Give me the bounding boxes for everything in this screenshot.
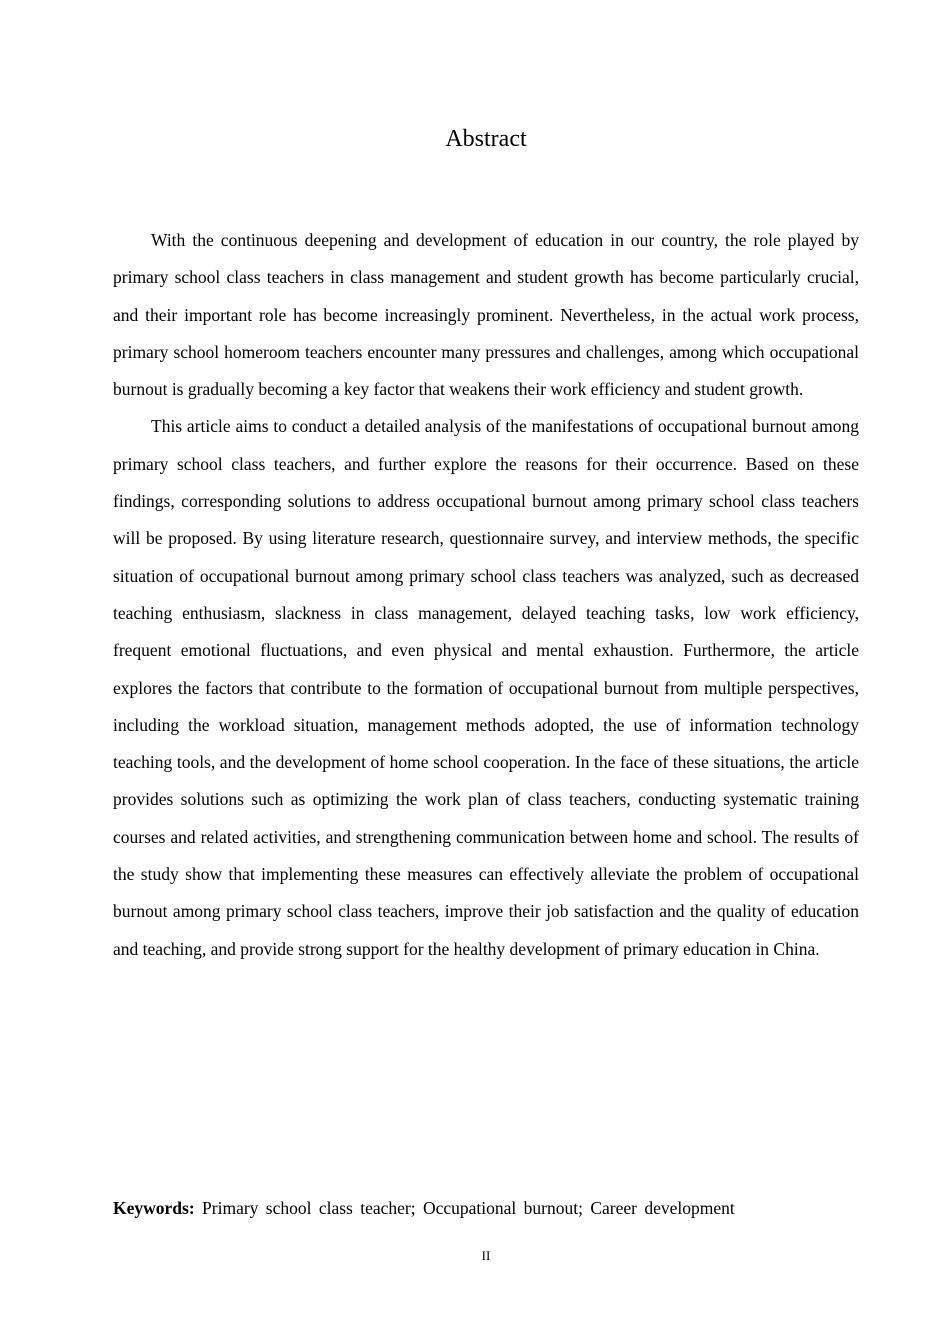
abstract-paragraph-2: This article aims to conduct a detailed analysis of the manifestations of occupational burnout among primary school class teachers, and further explore the reasons for their occurrence. Based on these findings, corresponding solutions to address occupational burnout among primary school class teachers will be proposed. By using literature research, questionnaire survey, and interview methods, the specific situation of occupational burnout among primary school class teachers was analyzed, such as decreased teaching enthusiasm, slackness in class management, delayed teaching tasks, low work efficiency, frequent emotional fluctuations, and even physical and mental exhaustion. Furthermore, the article explores the factors that contribute to the formation of occupational burnout from multiple perspectives, including the workload situation, management methods adopted, the use of information technology teaching tools, and the development of home school cooperation. In the face of these situations, the article provides solutions such as optimizing the work plan of class teachers, conducting systematic training courses and related activities, and strengthening communication between home and school. The results of the study show that implementing these measures can effectively alleviate the problem of occupational burnout among primary school class teachers, improve their job satisfaction and the quality of education and teaching, and provide strong support for the healthy development of primary education in China.: [113, 416, 859, 959]
abstract-paragraph-1: With the continuous deepening and development of education in our country, the role played by primary school class teachers in class management and student growth has become particularly crucial, and their important role has become increasingly prominent. Nevertheless, in the actual work process, primary school homeroom teachers encounter many pressures and challenges, among which occupational burnout is gradually becoming a key factor that weakens their work efficiency and student growth.: [113, 230, 859, 400]
keywords-list: Primary school class teacher; Occupational burnout; Career development: [202, 1198, 735, 1218]
abstract-title: Abstract: [445, 126, 527, 152]
abstract-body: [113, 222, 859, 968]
keywords-line: [113, 1192, 735, 1224]
page-number: II: [481, 1248, 491, 1263]
keywords-label: Keywords:: [113, 1198, 195, 1218]
